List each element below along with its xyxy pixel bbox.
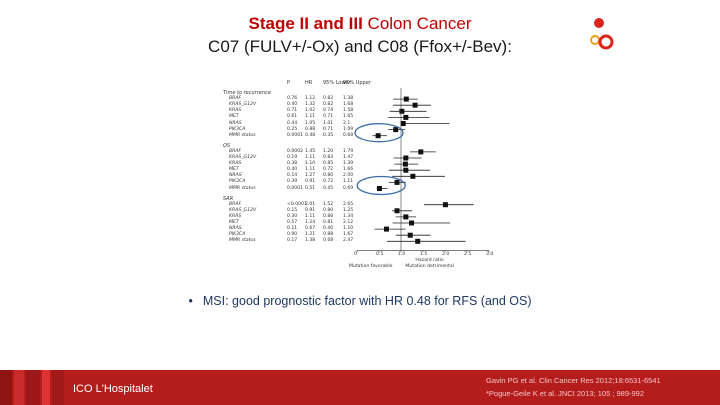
section-label: Time to recurrence [223, 90, 271, 96]
hr-value: 0.51 [305, 185, 316, 191]
highlight-oval [357, 177, 405, 195]
upper-ci: 1.10 [343, 226, 354, 232]
hr-value: 1.45 [305, 148, 316, 154]
footer-brand: ICO L'Hospitalet [73, 383, 153, 395]
hr-marker [443, 202, 448, 207]
footer-stripe [52, 370, 64, 405]
x-tick-label: 3.0 [486, 252, 494, 258]
row-label: KRAS [229, 213, 242, 219]
row-label: MMR status [229, 185, 256, 191]
hr-value: 1.32 [305, 102, 316, 108]
upper-ci: 1.09 [343, 126, 354, 132]
p-value: 0.90 [287, 232, 298, 238]
row-label: MET [229, 167, 239, 173]
favorable-label: Mutation favorable [349, 264, 393, 270]
upper-ci: 1.66 [343, 167, 354, 173]
p-value: 0.71 [287, 108, 298, 114]
footer-stripe [0, 370, 12, 405]
lower-ci: 0.80 [323, 207, 334, 213]
p-value: 0.39 [287, 179, 298, 185]
hr-marker [413, 103, 418, 108]
hr-marker [376, 133, 381, 138]
hr-value: 1.21 [305, 232, 316, 238]
hr-value: 1.11 [305, 167, 316, 173]
slide-subtitle: C07 (FULV+/-Ox) and C08 (Ffox+/-Bev): [208, 37, 512, 56]
column-header: HR [305, 80, 313, 86]
lower-ci: 0.74 [323, 108, 334, 114]
lower-ci: 0.81 [323, 220, 334, 225]
p-value: 0.40 [287, 102, 298, 108]
row-label: NRAS [229, 226, 242, 232]
row-label: BRAF [229, 201, 242, 207]
lower-ci: 0.71 [323, 114, 334, 120]
lower-ci: 0.82 [323, 96, 334, 102]
upper-ci: 1.11 [343, 179, 354, 185]
lower-ci: 1.52 [323, 201, 334, 207]
hr-marker [399, 109, 404, 114]
footer-stripe [14, 370, 24, 405]
hr-marker [403, 168, 408, 173]
key-finding [0, 294, 720, 308]
row-label: PIK3CA [229, 232, 246, 238]
section-label: SAR [223, 195, 234, 202]
p-value: 0.61 [287, 114, 298, 120]
row-label: PIK3CA [229, 126, 246, 132]
x-tick-label: 1.5 [420, 252, 428, 258]
lower-ci: 0.88 [323, 232, 334, 238]
p-value: 0.15 [287, 207, 298, 213]
hr-marker [395, 208, 400, 213]
p-value: 0.25 [287, 126, 298, 132]
upper-ci: 1.34 [343, 213, 354, 219]
hr-value: 1.10 [305, 161, 316, 167]
hr-value: 0.67 [305, 226, 316, 232]
lower-ci: 1.20 [323, 148, 334, 154]
upper-ci: 2.1 [343, 120, 351, 126]
hr-value: 0.48 [305, 132, 316, 138]
lower-ci: 0.88 [323, 213, 334, 219]
row-label: BRAF [229, 96, 242, 102]
upper-ci: 1.79 [343, 148, 354, 154]
row-label: NRAS [229, 173, 242, 179]
hr-value: 1.11 [305, 155, 316, 160]
x-tick-label: 2.0 [442, 252, 450, 258]
row-label: BRAF [229, 148, 242, 154]
hr-marker [395, 180, 400, 185]
lower-ci: 0.83 [323, 155, 334, 160]
lower-ci: 0.71 [323, 126, 334, 132]
footer-bar [0, 370, 720, 405]
upper-ci: 2.00 [343, 173, 354, 179]
p-value: 0.30 [287, 213, 298, 219]
lower-ci: 0.82 [323, 102, 334, 108]
hr-marker [403, 115, 408, 120]
hr-value: 1.38 [305, 238, 316, 244]
p-value: 0.57 [287, 220, 298, 225]
hr-marker [403, 214, 408, 219]
row-label: MET [229, 220, 239, 225]
row-label: NRAS [229, 120, 242, 126]
hr-marker [377, 186, 382, 191]
hr-value: 1.05 [305, 120, 316, 126]
hr-marker [401, 121, 406, 126]
hr-marker [415, 239, 420, 244]
upper-ci: 0.68 [343, 132, 354, 138]
p-value: 0.44 [287, 120, 298, 126]
row-label: MMR status [229, 238, 256, 244]
upper-ci: 1.58 [343, 108, 354, 114]
hr-value: 0.88 [305, 126, 316, 132]
p-value: 0.38 [287, 161, 298, 167]
hr-value: 0.91 [305, 179, 316, 185]
forest-plot-svg [207, 68, 507, 282]
upper-ci: 1.67 [343, 232, 354, 238]
p-value: 0.17 [287, 238, 298, 244]
x-tick-label: 0.5 [376, 252, 384, 258]
upper-ci: 0.69 [343, 185, 354, 191]
p-value: 0.76 [287, 96, 298, 102]
p-value: <0.0001 [287, 201, 307, 207]
footer-stripe [26, 370, 40, 405]
detrimental-label: Mutation detrimental [405, 264, 454, 270]
upper-ci: 1.39 [343, 161, 354, 167]
row-label: KRAS_G12V [229, 207, 257, 213]
footer-stripe [42, 370, 50, 405]
hr-marker [408, 233, 413, 238]
lower-ci: 0.40 [323, 226, 334, 232]
x-tick-label: 0 [354, 252, 357, 258]
x-tick-label: 2.5 [464, 252, 472, 258]
row-label: KRAS [229, 161, 242, 167]
x-axis-label: Hazard ratio [415, 258, 444, 264]
upper-ci: 1.47 [343, 155, 354, 160]
upper-ci: 1.38 [343, 96, 354, 102]
p-value: 0.14 [287, 173, 298, 179]
bullet-icon: • [188, 294, 193, 308]
hr-marker [409, 221, 414, 226]
p-value: 0.40 [287, 167, 298, 173]
row-label: MET [229, 114, 239, 120]
hr-value: 2.01 [305, 201, 316, 207]
forest-plot [207, 68, 507, 282]
lower-ci: 0.72 [323, 179, 334, 185]
highlight-oval [355, 124, 403, 142]
key-finding-text: MSI: good prognostic factor with HR 0.48 for RFS (and OS) [202, 294, 532, 308]
reference-2: *Pogue-Geile K et al. JNCI 2013; 105 ; 989-992 [486, 389, 645, 398]
hr-marker [403, 162, 408, 167]
title-highlight: Stage II and III [248, 14, 363, 33]
hr-value: 0.91 [305, 207, 316, 213]
lower-ci: 0.85 [323, 161, 334, 167]
reference-1: Gavin PG et al. Clin Cancer Res 2012;18:6531-6541 [486, 376, 661, 385]
upper-ci: 2.12 [343, 220, 354, 225]
section-label: OS [223, 142, 231, 149]
p-value: 0.0001 [287, 132, 304, 138]
hr-value: 1.12 [305, 96, 316, 102]
upper-ci: 1.65 [343, 114, 354, 120]
upper-ci: 2.65 [343, 201, 354, 207]
ico-logo-icon [586, 16, 616, 52]
column-header: 95% Lower [323, 80, 351, 86]
hr-marker [403, 156, 408, 161]
hr-value: 1.11 [305, 114, 316, 120]
p-value: 0.0001 [287, 185, 304, 191]
title-rest: Colon Cancer [362, 14, 472, 33]
hr-value: 1.27 [305, 173, 316, 179]
p-value: 0.0002 [287, 148, 304, 154]
upper-ci: 1.25 [343, 207, 354, 213]
row-label: PIK3CA [229, 179, 246, 185]
hr-value: 1.02 [305, 108, 316, 114]
row-label: KRAS [229, 108, 242, 114]
hr-marker [404, 97, 409, 102]
column-header: 95% Upper [343, 80, 371, 86]
row-label: KRAS_G12V [229, 102, 257, 108]
hr-marker [418, 149, 423, 154]
lower-ci: 1.01 [323, 120, 334, 126]
hr-value: 1.24 [305, 220, 316, 225]
upper-ci: 1.68 [343, 102, 354, 108]
hr-marker [393, 127, 398, 132]
column-header: P [287, 80, 291, 86]
lower-ci: 0.35 [323, 132, 334, 138]
p-value: 0.19 [287, 155, 298, 160]
hr-marker [384, 227, 389, 232]
upper-ci: 2.47 [343, 238, 354, 244]
row-label: MMR status [229, 132, 256, 138]
lower-ci: 0.68 [323, 238, 334, 244]
hr-marker [410, 174, 415, 179]
row-label: KRAS_G12V [229, 155, 257, 160]
lower-ci: 0.72 [323, 167, 334, 173]
lower-ci: 0.45 [323, 185, 334, 191]
x-tick-label: 1.0 [398, 252, 406, 258]
lower-ci: 0.80 [323, 173, 334, 179]
p-value: 0.11 [287, 226, 298, 232]
hr-value: 1.11 [305, 213, 316, 219]
